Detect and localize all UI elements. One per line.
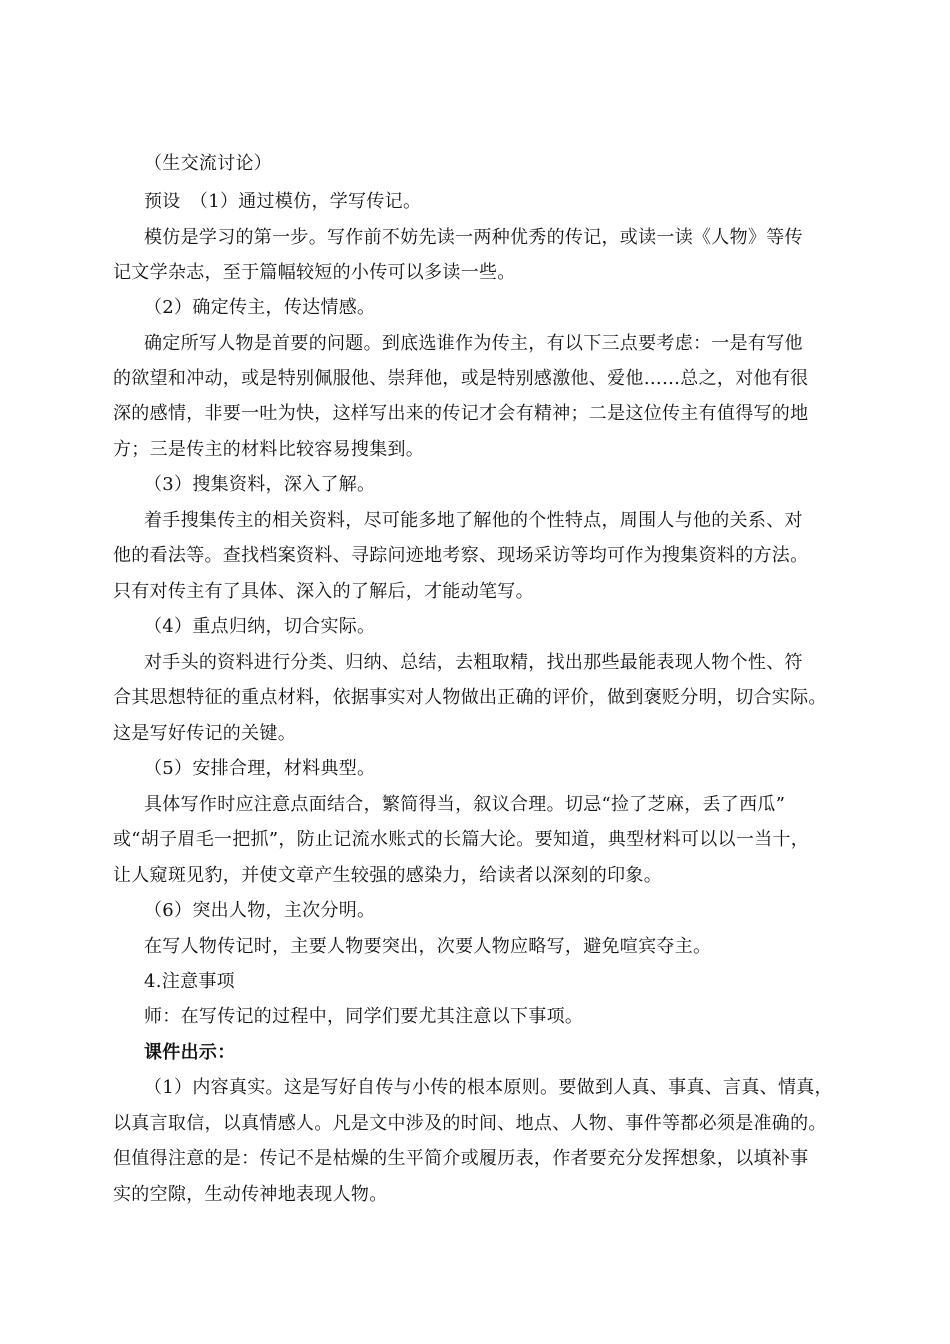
text-line: 着手搜集传主的相关资料，尽可能多地了解他的个性特点，周围人与他的关系、对 (144, 510, 803, 531)
text-line: 让人窥斑见豹，并使文章产生较强的感染力，给读者以深刻的印象。 (113, 865, 662, 886)
text-line: 4.注意事项 (144, 971, 235, 992)
text-line: （3）搜集资料，深入了解。 (144, 474, 376, 495)
text-line: 他的看法等。查找档案资料、寻踪问迹地考察、现场采访等均可作为搜集资料的方法。 (113, 545, 809, 566)
text-line: （4）重点归纳，切合实际。 (144, 616, 376, 637)
text-line: （生交流讨论） (144, 153, 273, 174)
text-line: 记文学杂志，至于篇幅较短的小传可以多读一些。 (113, 262, 516, 283)
text-line: 这是写好传记的关键。 (113, 723, 296, 744)
text-line: 对手头的资料进行分类、归纳、总结，去粗取精，找出那些最能表现人物个性、符 (144, 652, 803, 673)
text-line: 以真言取信，以真情感人。凡是文中涉及的时间、地点、人物、事件等都必须是准确的。 (113, 1113, 827, 1134)
text-line: 或“胡子眉毛一把抓”，防止记流水账式的长篇大论。要知道，典型材料可以以一当十， (113, 829, 810, 850)
text-line: 模仿是学习的第一步。写作前不妨先读一两种优秀的传记，或读一读《人物》等传 (144, 227, 803, 248)
text-line: 确定所写人物是首要的问题。到底选谁作为传主，有以下三点要考虑：一是有写他 (144, 333, 803, 354)
text-line: 的欲望和冲动，或是特别佩服他、崇拜他，或是特别感激他、爱他……总之，对他有很 (113, 368, 809, 389)
text-line: （1）内容真实。这是写好自传与小传的根本原则。要做到人真、事真、言真、情真， (144, 1077, 833, 1098)
section-heading: 课件出示： (144, 1042, 236, 1063)
text-line: （6）突出人物，主次分明。 (144, 900, 376, 921)
text-line: 在写人物传记时，主要人物要突出，次要人物应略写，避免喧宾夺主。 (144, 936, 712, 957)
text-line: 合其思想特征的重点材料，依据事实对人物做出正确的评价，做到褒贬分明，切合实际。 (113, 687, 827, 708)
text-line: 方；三是传主的材料比较容易搜集到。 (113, 439, 425, 460)
text-line: 实的空隙，生动传神地表现人物。 (113, 1184, 388, 1205)
text-line: 深的感情，非要一吐为快，这样写出来的传记才会有精神；二是这位传主有值得写的地 (113, 403, 809, 424)
text-line: 但值得注意的是：传记不是枯燥的生平简介或履历表，作者要充分发挥想象，以填补事 (113, 1148, 809, 1169)
text-line: 预设 （1）通过模仿，学写传记。 (144, 191, 422, 212)
text-line: （2）确定传主，传达情感。 (144, 297, 376, 318)
text-line: 师：在写传记的过程中，同学们要尤其注意以下事项。 (144, 1006, 584, 1027)
text-line: 只有对传主有了具体、深入的了解后，才能动笔写。 (113, 581, 534, 602)
text-line: （5）安排合理，材料典型。 (144, 758, 376, 779)
text-line: 具体写作时应注意点面结合，繁简得当，叙议合理。切忌“捡了芝麻，丢了西瓜” (144, 794, 786, 815)
